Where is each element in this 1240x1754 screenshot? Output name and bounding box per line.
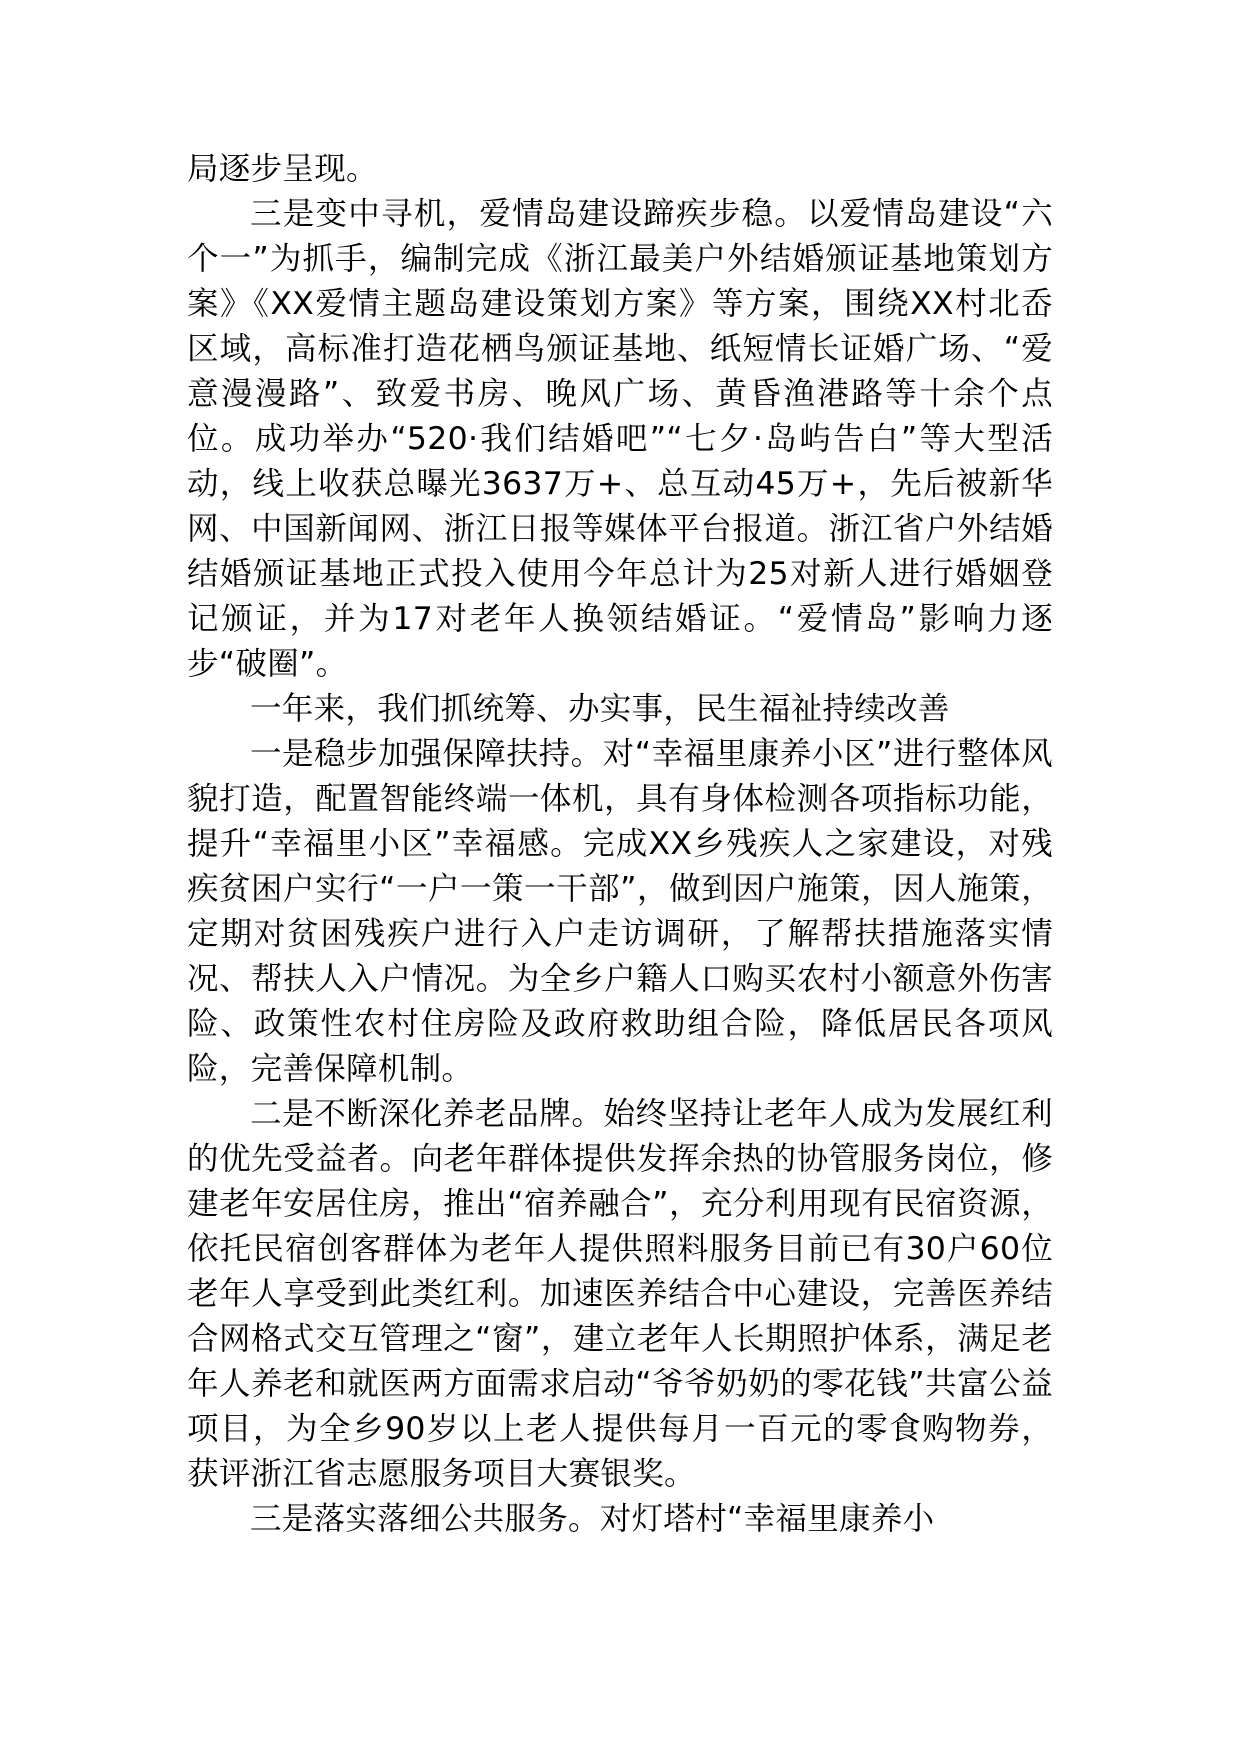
paragraph: 一是稳步加强保障扶持。对“幸福里康养小区”进行整体风貌打造，配置智能终端一体机，具有身体检测各项指标功能，提升“幸福里小区”幸福感。完成XX乡残疾人之家建设，对残疾贫困户实行“一户一策一干部”，做到因户施策，因人施策，定期对贫困残疾户进行入户走访调研，了解帮扶措施落实情况、帮扶人入户情况。为全乡户籍人口购买农村小额意外伤害险、政策性农村住房险及政府救助组合险，降低居民各项风险，完善保障机制。 <box>187 736 1053 1087</box>
paragraph: 二是不断深化养老品牌。始终坚持让老年人成为发展红利的优先受益者。向老年群体提供发挥余热的协管服务岗位，修建老年安居住房，推出“宿养融合”，充分利用现有民宿资源，依托民宿创客群体为老年人提供照料服务目前已有30户60位老年人享受到此类红利。加速医养结合中心建设，完善医养结合网格式交互管理之“窗”，建立老年人长期照护体系，满足老年人养老和就医两方面需求启动“爷爷奶奶的零花钱”共富公益项目，为全乡90岁以上老人提供每月一百元的零食购物券，获评浙江省志愿服务项目大赛银奖。 <box>187 1096 1053 1492</box>
document-body <box>187 147 1053 1542</box>
paragraph: 三是变中寻机，爱情岛建设蹄疾步稳。以爱情岛建设“六个一”为抓手，编制完成《浙江最美户外结婚颁证基地策划方案》《XX爱情主题岛建设策划方案》等方案，围绕XX村北岙区域，高标准打造花栖鸟颁证基地、纸短情长证婚广场、“爱意漫漫路”、致爱书房、晚风广场、黄昏渔港路等十余个点位。成功举办“520·我们结婚吧”“七夕·岛屿告白”等大型活动，线上收获总曝光3637万+、总互动45万+，先后被新华网、中国新闻网、浙江日报等媒体平台报道。浙江省户外结婚结婚颁证基地正式投入使用今年总计为25对新人进行婚姻登记颁证，并为17对老年人换领结婚证。“爱情岛”影响力逐步“破圈”。 <box>187 196 1053 682</box>
paragraph: 局逐步呈现。 <box>187 151 378 187</box>
paragraph: 三是落实落细公共服务。对灯塔村“幸福里康养小 <box>250 1501 935 1537</box>
paragraph: 一年来，我们抓统筹、办实事，民生福祉持续改善 <box>250 691 950 727</box>
